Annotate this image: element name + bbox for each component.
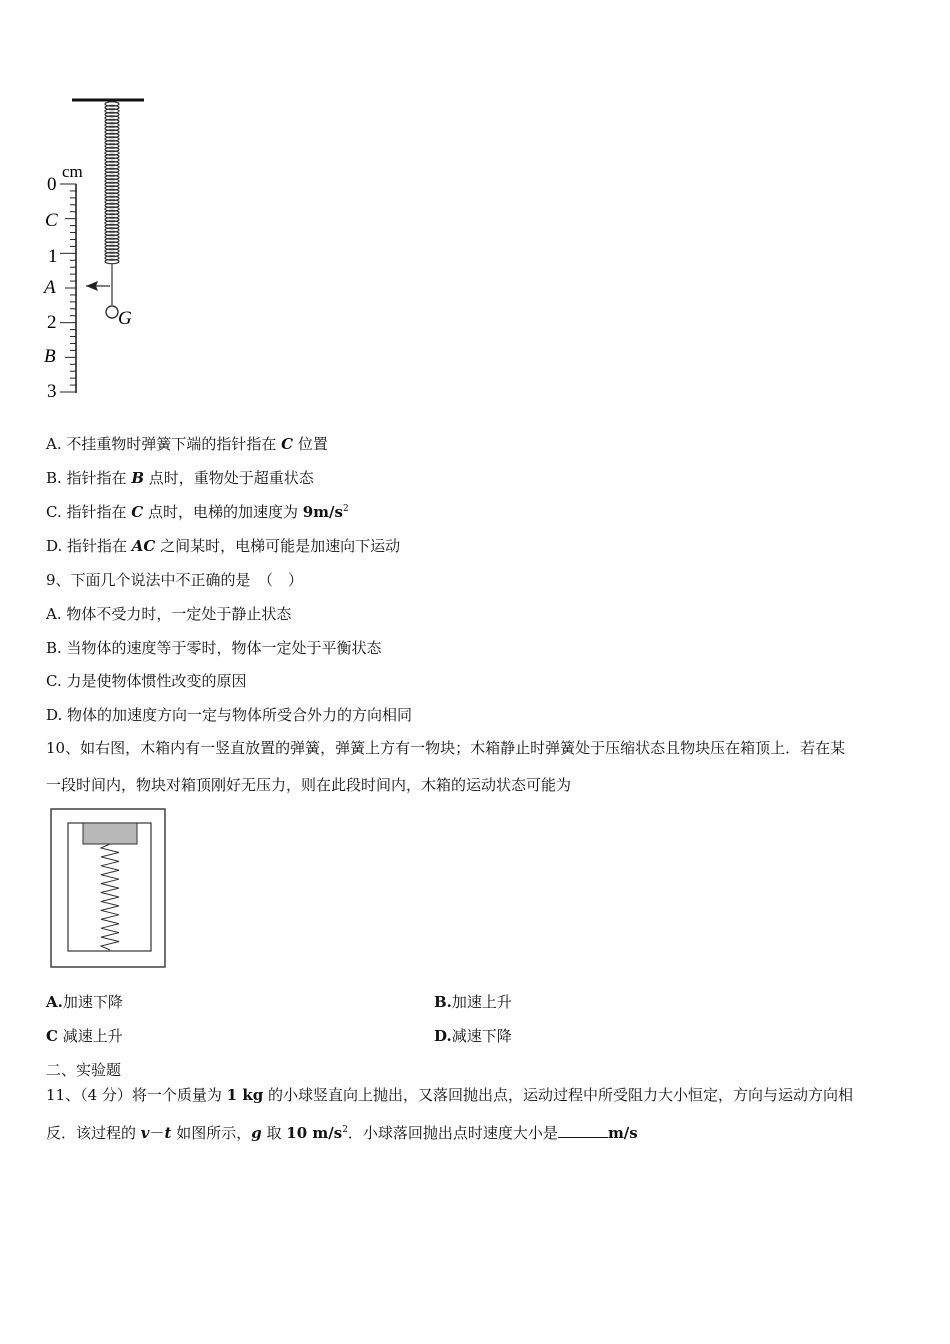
scale-label-1: 1 (48, 246, 58, 267)
q8-option-a-em: C (281, 435, 294, 453)
q11-line2-c: 取 (261, 1124, 287, 1142)
q11-mass: 1 kg (226, 1086, 264, 1104)
answer-blank[interactable] (558, 1123, 608, 1138)
q11-v-symbol: v (140, 1124, 150, 1142)
q10-option-c-text: 减速上升 (57, 1027, 123, 1045)
q11-line1-a: 11、（4 分）将一个质量为 (46, 1086, 227, 1104)
q8-option-c-em: C (131, 503, 144, 521)
q8-option-c (46, 502, 349, 522)
scale-label-a: A (44, 277, 56, 298)
q11-line2-a: 反．该过程的 (46, 1124, 141, 1142)
weight-label: G (118, 308, 132, 329)
q8-option-d-prefix: D. 指针指在 (46, 537, 132, 555)
q8-option-c-value: 9m/s (302, 503, 343, 521)
q10-option-b (434, 992, 512, 1012)
q9-option-c: C. 力是使物体惯性改变的原因 (46, 672, 247, 690)
q10-option-a (46, 992, 123, 1012)
q11-g-value: 10 m/s (286, 1124, 343, 1142)
q8-option-a-prefix: A. 不挂重物时弹簧下端的指针指在 (46, 435, 282, 453)
q10-option-a-key: A. (46, 993, 63, 1011)
q11-g-symbol: g (251, 1124, 262, 1142)
q11-t-symbol: t (164, 1124, 172, 1142)
q11-line2-d: ．小球落回抛出点时速度大小是 (347, 1124, 558, 1142)
q8-option-b-prefix: B. 指针指在 (46, 469, 132, 487)
section-title: 二、实验题 (46, 1061, 122, 1079)
q8-option-b (46, 468, 314, 488)
q8-option-a (46, 434, 328, 454)
unit-label: cm (62, 162, 83, 181)
scale-label-2: 2 (47, 312, 57, 333)
q8-option-d (46, 536, 400, 556)
q8-option-b-suffix: 点时，重物处于超重状态 (144, 469, 314, 487)
q11-line1 (46, 1085, 853, 1105)
q10-option-d (434, 1026, 512, 1046)
q8-option-d-suffix: 之间某时，电梯可能是加速向下运动 (155, 537, 401, 555)
q10-option-d-key: D. (434, 1027, 452, 1045)
q11-line2 (46, 1123, 638, 1143)
q10-stem-line1: 10、如右图，木箱内有一竖直放置的弹簧，弹簧上方有一物块；木箱静止时弹簧处于压缩状态且物块压在箱顶上．若在某 (46, 739, 846, 757)
q9-stem: 9、下面几个说法中不正确的是 （ ） (46, 571, 304, 589)
q10-option-d-text: 减速下降 (451, 1027, 512, 1045)
q10-option-c-key: C (46, 1027, 58, 1045)
q11-line2-b: 如图所示， (171, 1124, 252, 1142)
q8-option-a-suffix: 位置 (293, 435, 328, 453)
q10-option-b-text: 加速上升 (451, 993, 512, 1011)
q9-option-b: B. 当物体的速度等于零时，物体一定处于平衡状态 (46, 639, 382, 657)
q11-dash: － (149, 1124, 165, 1142)
box-spring-figure (50, 808, 170, 970)
q8-option-c-suffix: 点时，电梯的加速度为 (143, 503, 303, 521)
q9-option-a: A. 物体不受力时，一定处于静止状态 (46, 605, 292, 623)
scale-label-3: 3 (47, 381, 57, 402)
q10-option-b-key: B. (434, 993, 452, 1011)
q8-option-d-em: AC (131, 537, 156, 555)
q9-option-d: D. 物体的加速度方向一定与物体所受合外力的方向相同 (46, 706, 413, 724)
q10-option-a-text: 加速下降 (62, 993, 123, 1011)
q8-option-c-prefix: C. 指针指在 (46, 503, 132, 521)
scale-label-0: 0 (47, 174, 57, 195)
q8-option-c-sup: 2 (342, 504, 349, 514)
q10-stem-line2: 一段时间内，物块对箱顶刚好无压力，则在此段时间内，木箱的运动状态可能为 (46, 776, 572, 794)
q11-unit: m/s (607, 1124, 638, 1142)
scale-label-c: C (45, 210, 58, 231)
q8-option-b-em: B (131, 469, 145, 487)
q10-option-c (46, 1026, 123, 1046)
spring-scale-figure (38, 92, 198, 412)
q11-g-sup: 2 (342, 1125, 348, 1135)
q11-line1-b: 的小球竖直向上抛出，又落回抛出点，运动过程中所受阻力大小恒定，方向与运动方向相 (263, 1086, 853, 1104)
scale-label-b: B (44, 346, 56, 367)
